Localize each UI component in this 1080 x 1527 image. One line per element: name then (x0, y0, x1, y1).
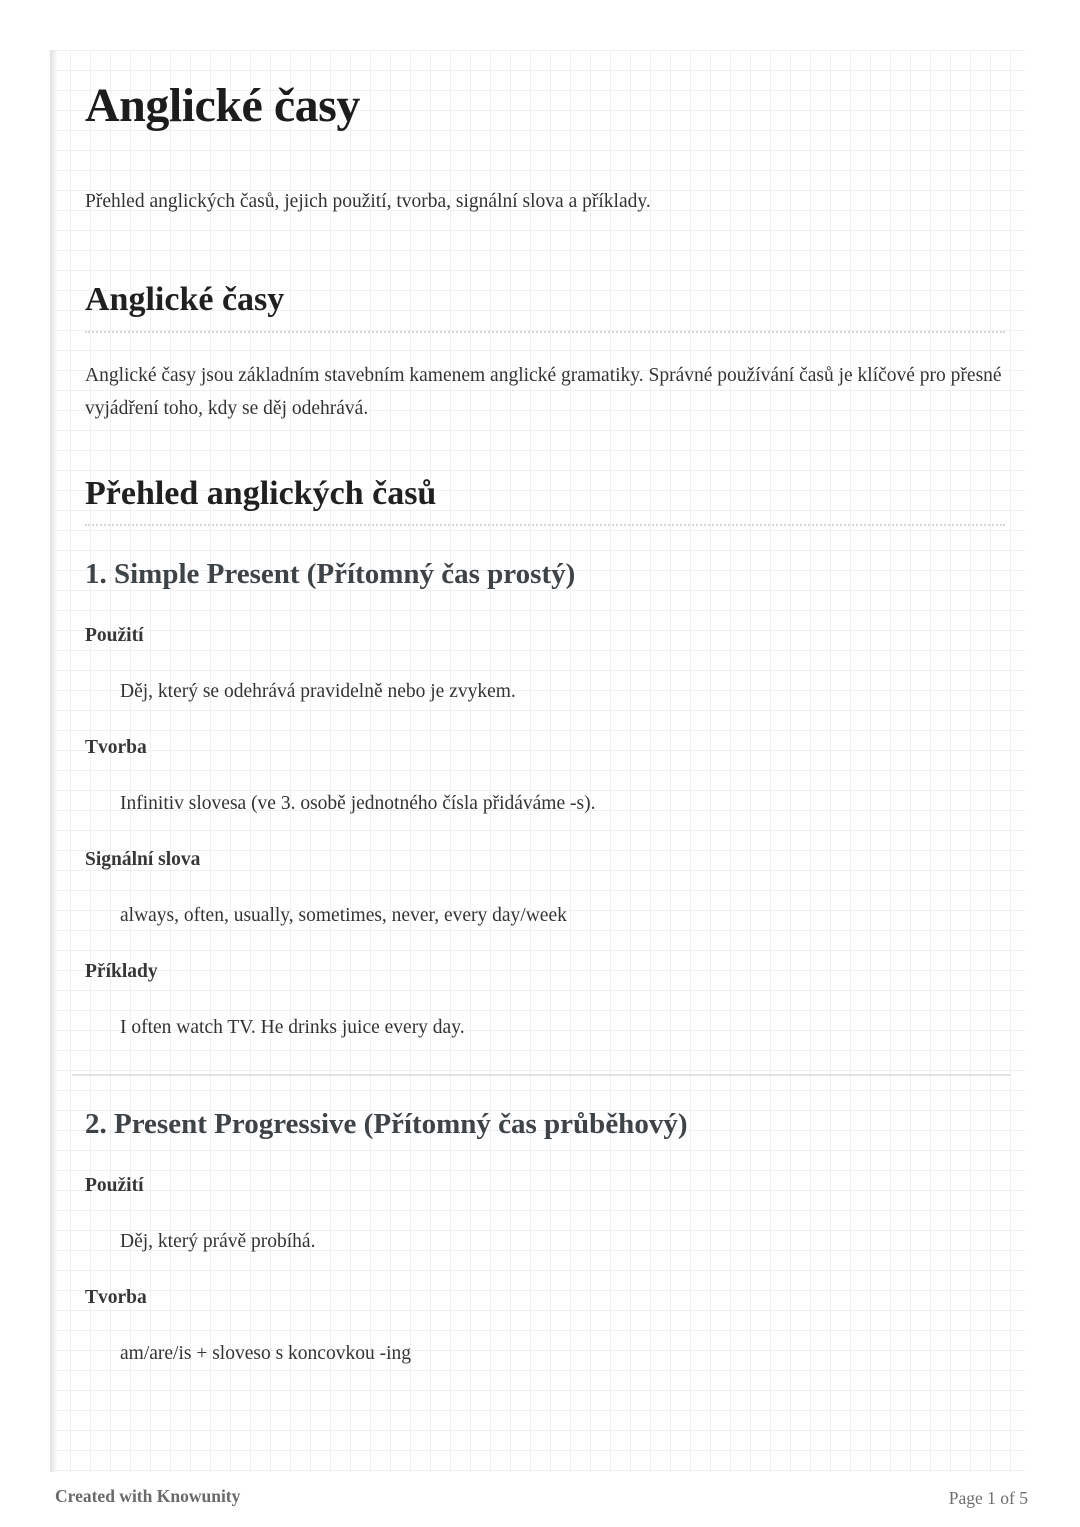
document-content (50, 50, 1025, 1366)
page-title: Anglické časy (85, 79, 360, 132)
tense-section-simple-present (85, 556, 1005, 1040)
block-text-pouziti: Děj, který se odehrává pravidelně nebo je zvykem. (120, 681, 516, 703)
block-label-tvorba: Tvorba (85, 1287, 147, 1309)
block-label-pouziti: Použití (85, 625, 144, 647)
tense-section-present-progressive (85, 1106, 1005, 1366)
tenses-section-heading: Přehled anglických časů (85, 473, 1005, 526)
block-text-pouziti: Děj, který právě probíhá. (120, 1231, 316, 1253)
overview-section-body: Anglické časy jsou základním stavebním kamenem anglické gramatiky. Správné používání časů je klíčové pro přesné vyjádření toho, kdy se děj odehrává. (85, 365, 1002, 420)
section-divider (72, 1074, 1010, 1076)
overview-section-heading: Anglické časy (85, 279, 1005, 334)
block-text-signalni-slova: always, often, usually, sometimes, never, every day/week (120, 905, 567, 927)
intro-text: Přehled anglických časů, jejich použití, tvorba, signální slova a příklady. (85, 190, 651, 212)
tense-heading: 1. Simple Present (Přítomný čas prostý) (85, 557, 576, 590)
block-text-priklady: I often watch TV. He drinks juice every day. (120, 1017, 465, 1039)
block-label-pouziti: Použití (85, 1175, 144, 1197)
footer-page-number: Page 1 of 5 (948, 1488, 1028, 1508)
footer-brand: Created with Knowunity (55, 1486, 241, 1506)
tense-heading: 2. Present Progressive (Přítomný čas průběhový) (85, 1108, 688, 1141)
block-label-signalni-slova: Signální slova (85, 849, 201, 871)
block-text-tvorba: Infinitiv slovesa (ve 3. osobě jednotného čísla přidáváme -s). (120, 793, 596, 815)
block-text-tvorba: am/are/is + sloveso s koncovkou -ing (120, 1343, 411, 1365)
block-label-priklady: Příklady (85, 961, 158, 983)
notebook-paper (50, 50, 1025, 1472)
block-label-tvorba: Tvorba (85, 737, 147, 759)
